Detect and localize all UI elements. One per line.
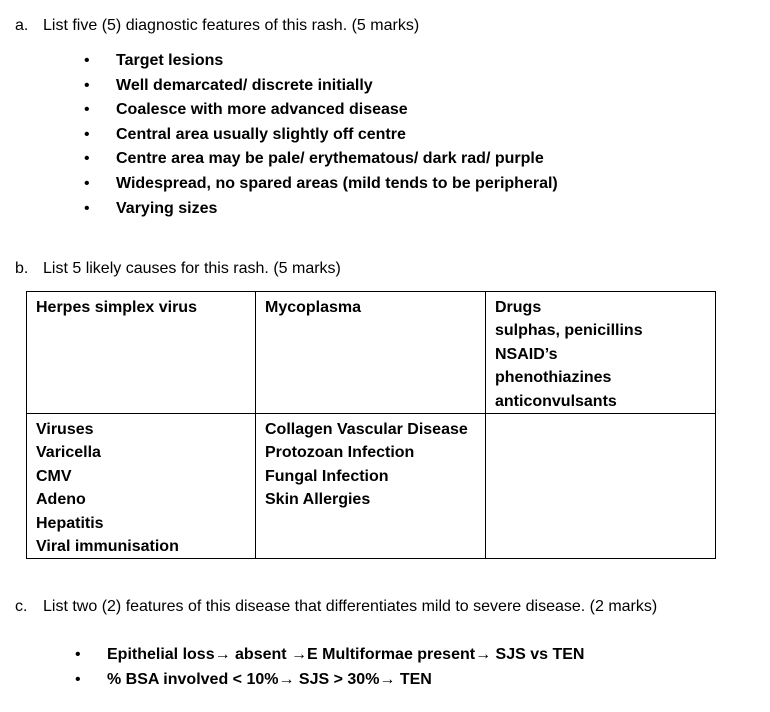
answer-list-c — [75, 644, 584, 694]
answer-text: Centre area may be pale/ erythematous/ dark rad/ purple — [116, 150, 544, 168]
answer-item — [75, 644, 584, 669]
table-row — [27, 292, 716, 414]
table-cell — [27, 414, 256, 559]
answer-text: Well demarcated/ discrete initially — [116, 76, 373, 94]
question-letter: b. — [15, 260, 29, 277]
table-row — [27, 414, 716, 559]
question-letter: c. — [15, 598, 28, 615]
answer-item — [75, 669, 584, 694]
cell-line: anticonvulsants — [495, 392, 617, 410]
answer-item — [84, 124, 558, 149]
cell-line: phenothiazines — [495, 369, 612, 387]
cell-line: NSAID’s — [495, 345, 558, 363]
question-b — [15, 259, 341, 279]
cell-line: Protozoan Infection — [265, 444, 415, 462]
table-cell — [256, 292, 486, 414]
cell-line: Hepatitis — [36, 514, 104, 532]
cell-line: Fungal Infection — [265, 467, 389, 485]
bullet-icon: • — [84, 199, 90, 217]
answer-text: Widespread, no spared areas (mild tends to be peripheral) — [116, 174, 558, 192]
bullet-icon: • — [75, 646, 81, 663]
cell-line: Mycoplasma — [265, 299, 362, 316]
answer-item — [84, 75, 558, 100]
answer-item — [84, 50, 558, 75]
answer-item — [84, 148, 558, 173]
question-text: List five (5) diagnostic features of this rash. (5 marks) — [43, 17, 420, 34]
bullet-icon: • — [84, 125, 90, 143]
answer-text: Central area usually slightly off centre — [116, 125, 406, 143]
question-c — [15, 597, 657, 617]
table-cell — [256, 414, 486, 559]
cell-line: CMV — [36, 467, 72, 485]
table-cell — [486, 292, 716, 414]
cell-line: Viral immunisation — [36, 538, 179, 556]
answer-item — [84, 99, 558, 124]
cell-line: sulphas, penicillins — [495, 322, 643, 340]
bullet-icon: • — [84, 150, 90, 168]
answer-list-a — [84, 50, 558, 222]
answer-text: % BSA involved < 10%→ SJS > 30%→ TEN — [107, 671, 432, 688]
causes-table — [26, 291, 716, 559]
answer-item — [84, 198, 558, 223]
question-text: List 5 likely causes for this rash. (5 marks) — [43, 260, 341, 277]
answer-item — [84, 173, 558, 198]
cell-line: Herpes simplex virus — [36, 299, 197, 316]
bullet-icon: • — [84, 76, 90, 94]
cell-line: Collagen Vascular Disease — [265, 421, 468, 439]
table-cell — [27, 292, 256, 414]
cell-line: Varicella — [36, 444, 101, 462]
answer-text: Coalesce with more advanced disease — [116, 101, 408, 119]
answer-text: Epithelial loss→ absent →E Multiformae present→ SJS vs TEN — [107, 646, 585, 663]
answer-text: Target lesions — [116, 52, 224, 69]
table-cell — [486, 414, 716, 559]
question-letter: a. — [15, 17, 29, 34]
bullet-icon: • — [84, 174, 90, 192]
cell-line: Viruses — [36, 421, 94, 439]
answer-text: Varying sizes — [116, 199, 218, 217]
question-text: List two (2) features of this disease that differentiates mild to severe disease. (2 marks) — [43, 598, 658, 615]
cell-line: Skin Allergies — [265, 491, 371, 509]
cell-line: Adeno — [36, 491, 86, 509]
cell-line: Drugs — [495, 299, 542, 316]
bullet-icon: • — [75, 671, 81, 688]
bullet-icon: • — [84, 52, 90, 69]
bullet-icon: • — [84, 101, 90, 119]
question-a — [15, 16, 419, 36]
